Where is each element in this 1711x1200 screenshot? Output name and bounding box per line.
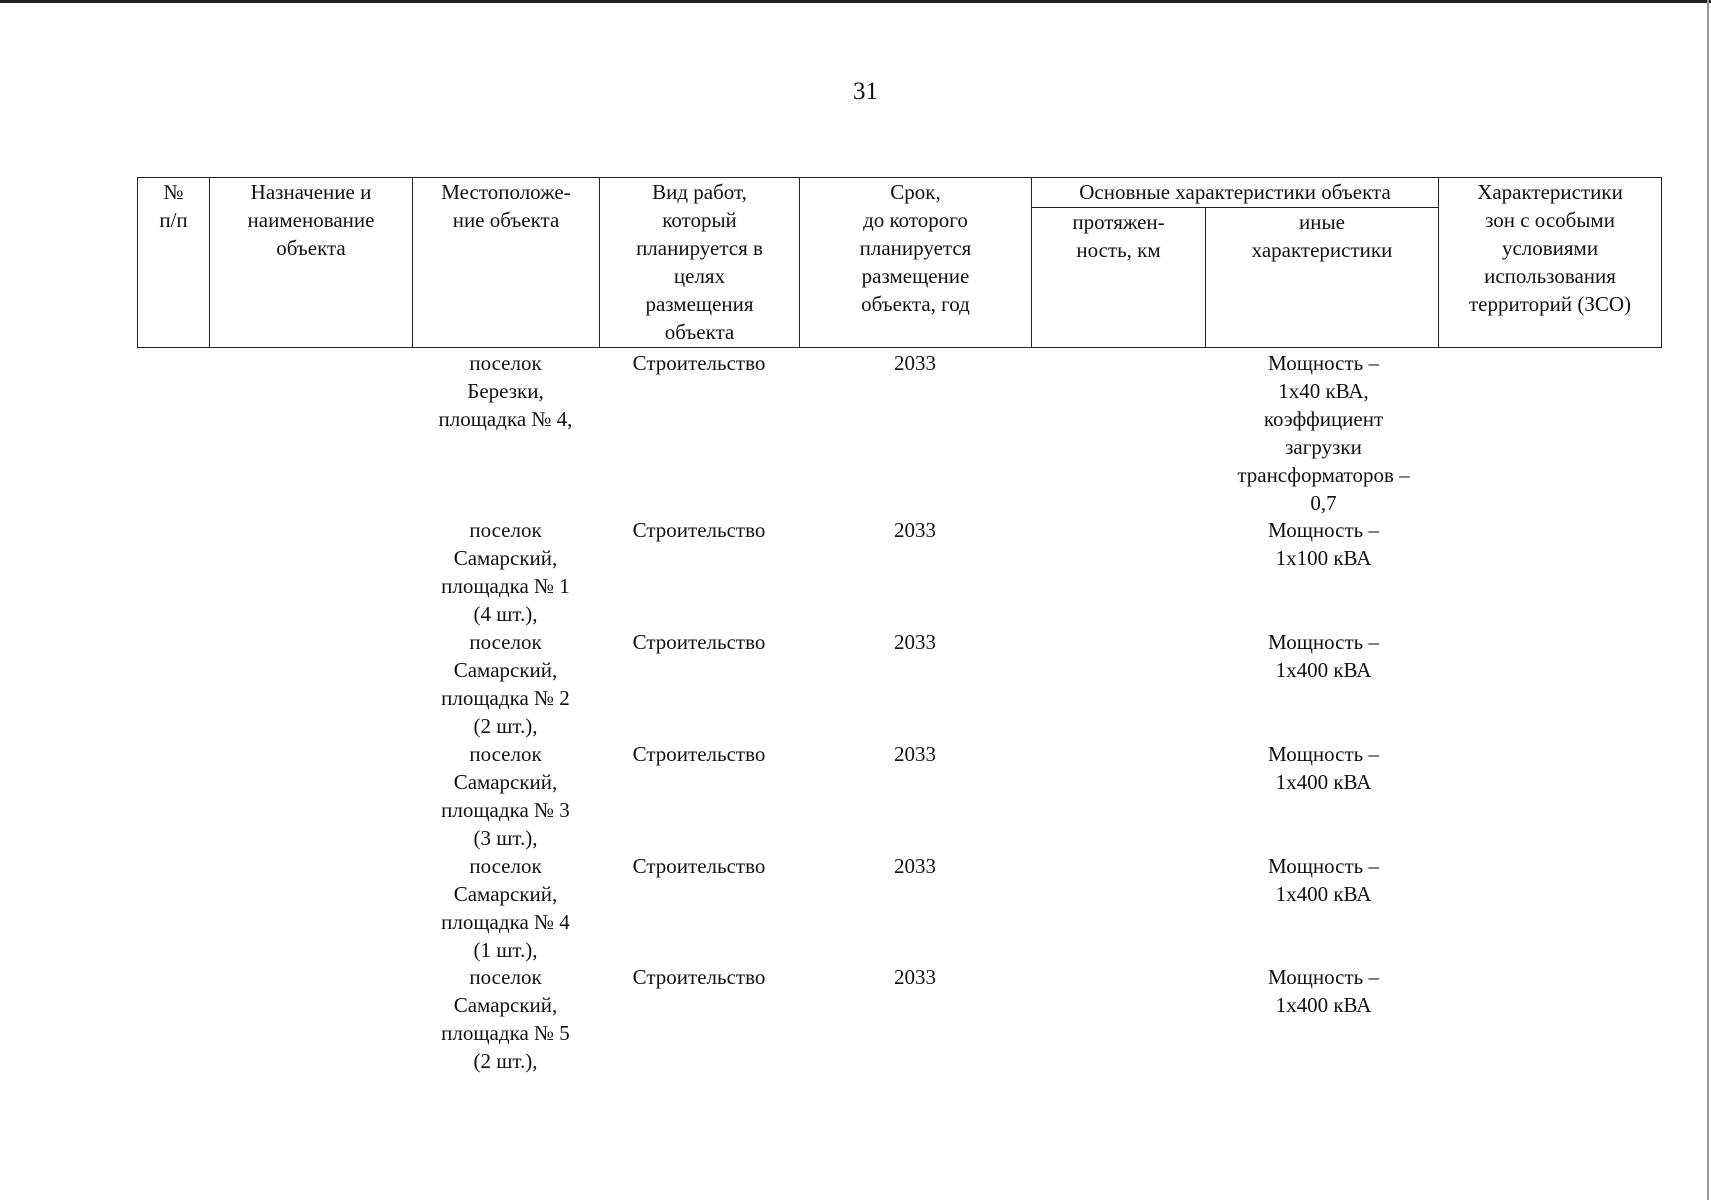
location-line: (4 шт.),	[473, 602, 538, 626]
header-zones-line: Характеристики	[1477, 180, 1623, 204]
location-line: Самарский,	[453, 882, 558, 906]
header-work-type-line: размещения	[645, 292, 754, 316]
location-line: поселок	[469, 965, 542, 989]
header-zones-line: условиями	[1501, 236, 1599, 260]
year-cell: 2033	[894, 854, 936, 878]
header-zones-line: территорий (ЗСО)	[1468, 292, 1632, 316]
location-line: площадка № 5	[441, 1021, 570, 1045]
work-type-cell: Строительство	[632, 965, 766, 989]
header-other-line: иные	[1299, 210, 1345, 234]
location-line: поселок	[469, 351, 542, 375]
header-location-line: Местоположе-	[441, 180, 571, 204]
other-line: 1х400 кВА	[1275, 882, 1372, 906]
year-cell: 2033	[894, 742, 936, 766]
other-characteristics-cell	[1207, 628, 1440, 684]
work-type-cell: Строительство	[632, 742, 766, 766]
header-deadline-line: до которого	[863, 208, 968, 232]
header-name-line: объекта	[276, 236, 346, 260]
header-main-characteristics: Основные характеристики объекта	[1032, 178, 1439, 208]
header-num-line: №	[163, 180, 184, 204]
work-type-cell: Строительство	[632, 630, 766, 654]
table-header	[137, 177, 1662, 348]
location-line: площадка № 3	[441, 798, 570, 822]
other-line: Мощность –	[1268, 630, 1379, 654]
header-location	[413, 178, 600, 348]
location-line: поселок	[469, 854, 542, 878]
header-zones-line: зон с особыми	[1485, 208, 1615, 232]
other-line: трансформаторов –	[1237, 463, 1410, 487]
location-cell	[412, 628, 599, 740]
header-zones	[1439, 178, 1662, 348]
right-border-line	[1707, 0, 1709, 1200]
work-type-cell: Строительство	[632, 518, 766, 542]
location-line: поселок	[469, 742, 542, 766]
header-deadline-line: Срок,	[890, 180, 941, 204]
location-line: площадка № 4,	[438, 407, 573, 431]
header-num	[138, 178, 210, 348]
location-line: площадка № 4	[441, 910, 570, 934]
header-zones-line: использования	[1484, 264, 1616, 288]
header-name-line: наименование	[247, 208, 375, 232]
other-line: Мощность –	[1268, 965, 1379, 989]
other-line: Мощность –	[1268, 854, 1379, 878]
header-work-type-line: планируется в	[636, 236, 763, 260]
other-line: Мощность –	[1268, 351, 1379, 375]
location-line: (2 шт.),	[473, 714, 538, 738]
year-cell: 2033	[894, 518, 936, 542]
other-line: 1х400 кВА	[1275, 658, 1372, 682]
other-characteristics-cell	[1207, 516, 1440, 572]
year-cell: 2033	[894, 351, 936, 375]
location-line: поселок	[469, 630, 542, 654]
header-deadline-line: планируется	[859, 236, 972, 260]
location-line: Самарский,	[453, 993, 558, 1017]
other-line: 1х400 кВА	[1275, 770, 1372, 794]
location-cell	[412, 852, 599, 964]
location-line: Самарский,	[453, 658, 558, 682]
header-length	[1032, 208, 1206, 348]
header-deadline	[800, 178, 1032, 348]
location-cell	[412, 516, 599, 628]
other-line: 1х40 кВА,	[1278, 379, 1369, 403]
header-work-type-line: целях	[673, 264, 726, 288]
other-line: Мощность –	[1268, 742, 1379, 766]
other-characteristics-cell	[1207, 852, 1440, 908]
header-work-type-line: объекта	[664, 320, 735, 344]
work-type-cell: Строительство	[632, 854, 766, 878]
header-work-type	[600, 178, 800, 348]
header-other-characteristics	[1206, 208, 1439, 348]
location-line: площадка № 2	[441, 686, 570, 710]
other-characteristics-cell	[1207, 740, 1440, 796]
other-characteristics-cell	[1207, 349, 1440, 517]
year-cell: 2033	[894, 965, 936, 989]
other-line: 1х100 кВА	[1275, 546, 1372, 570]
location-line: (2 шт.),	[473, 1049, 538, 1073]
location-cell	[412, 740, 599, 852]
header-name	[210, 178, 413, 348]
header-deadline-line: размещение	[861, 264, 970, 288]
other-characteristics-cell	[1207, 963, 1440, 1019]
location-line: (3 шт.),	[473, 826, 538, 850]
other-line: 1х400 кВА	[1275, 993, 1372, 1017]
other-line: 0,7	[1310, 491, 1337, 515]
other-line: загрузки	[1285, 435, 1362, 459]
page-number: 31	[853, 78, 878, 105]
location-line: Березки,	[467, 379, 544, 403]
work-type-cell: Строительство	[632, 351, 766, 375]
location-line: Самарский,	[453, 770, 558, 794]
header-length-line: протяжен-	[1072, 210, 1165, 234]
year-cell: 2033	[894, 630, 936, 654]
other-line: коэффициент	[1263, 407, 1384, 431]
location-cell	[412, 963, 599, 1075]
location-line: поселок	[469, 518, 542, 542]
top-border-line	[0, 0, 1711, 3]
location-cell	[412, 349, 599, 433]
header-work-type-line: Вид работ,	[652, 180, 747, 204]
header-work-type-line: который	[662, 208, 737, 232]
header-location-line: ние объекта	[452, 208, 560, 232]
other-line: Мощность –	[1268, 518, 1379, 542]
location-line: (1 шт.),	[473, 938, 538, 962]
header-other-line: характеристики	[1251, 238, 1393, 262]
header-name-line: Назначение и	[250, 180, 372, 204]
location-line: Самарский,	[453, 546, 558, 570]
location-line: площадка № 1	[441, 574, 570, 598]
header-num-line: п/п	[159, 208, 188, 232]
header-deadline-line: объекта, год	[861, 292, 970, 316]
header-length-line: ность, км	[1076, 238, 1161, 262]
